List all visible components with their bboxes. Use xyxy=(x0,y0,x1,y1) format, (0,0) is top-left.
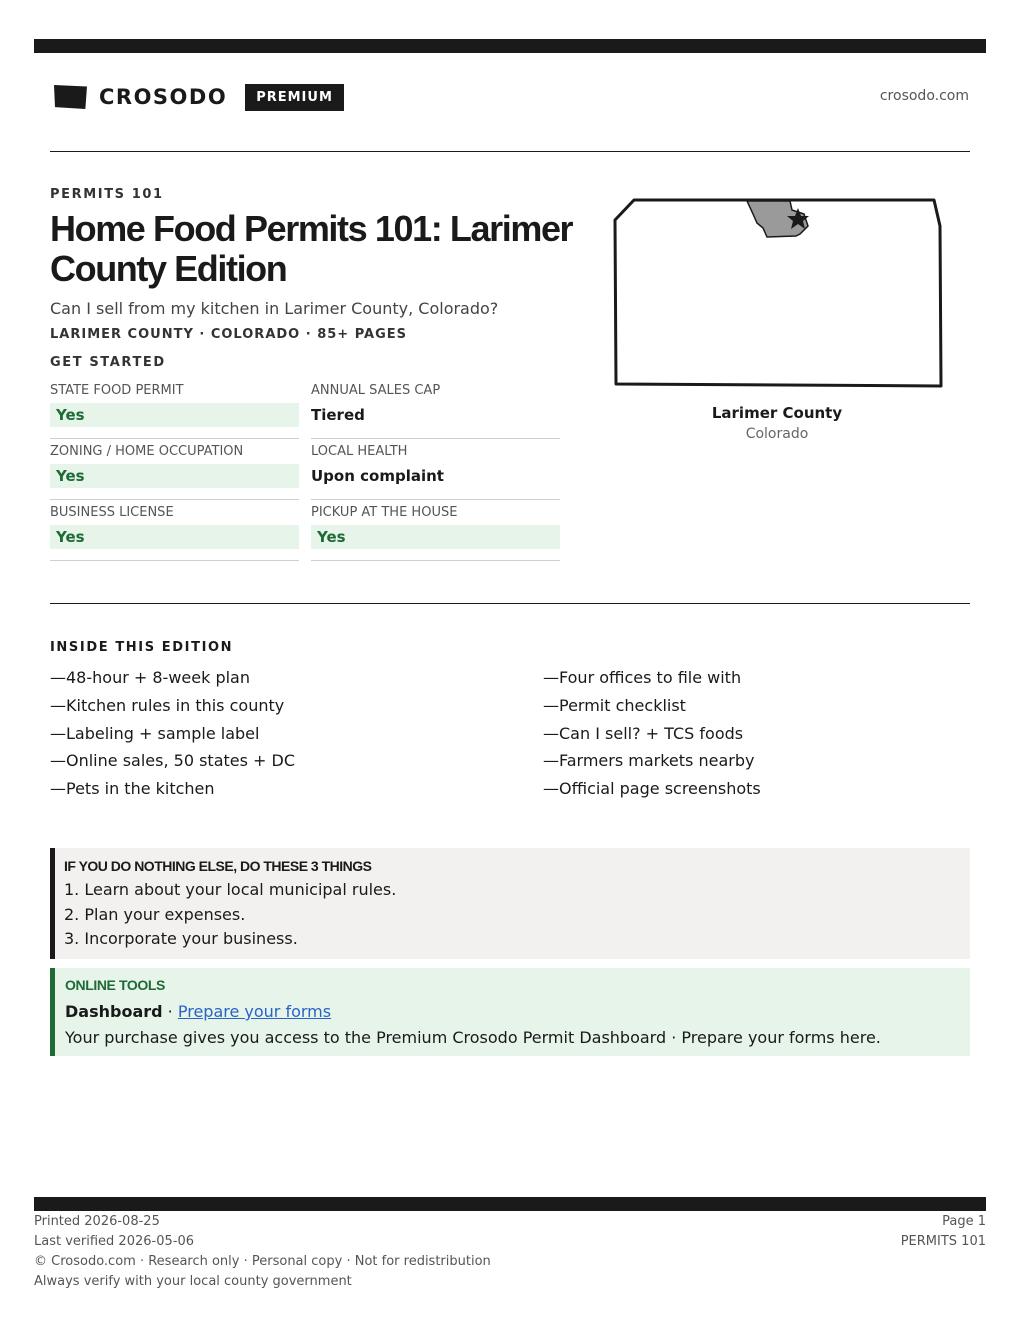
fact-pickup xyxy=(311,500,560,561)
verified-date: Last verified 2026-05-06 xyxy=(34,1234,194,1249)
do-these-3-things-callout xyxy=(50,848,970,959)
fact-value: Yes xyxy=(50,464,299,488)
list-item: —Four offices to file with xyxy=(543,668,742,687)
map-county-name: Larimer County xyxy=(711,404,843,422)
header-divider xyxy=(50,151,970,152)
fact-label: ZONING / HOME OCCUPATION xyxy=(50,444,244,459)
logo-icon xyxy=(54,85,87,109)
inside-list-left xyxy=(50,664,295,803)
list-item: —Can I sell? + TCS foods xyxy=(543,723,744,743)
get-started-heading: GET STARTED xyxy=(50,355,166,370)
list-item: —Kitchen rules in this county xyxy=(50,695,285,715)
top-bar xyxy=(34,39,986,53)
fact-business-license xyxy=(50,500,299,561)
tools-description: Your purchase gives you access to the Premium Crosodo Permit Dashboard · Prepare your forms here. xyxy=(65,1028,881,1047)
page-title: Home Food Permits 101: Larimer County Edition xyxy=(50,208,573,289)
fact-value: Tiered xyxy=(311,406,365,424)
edition-meta: LARIMER COUNTY · COLORADO · 85+ PAGES xyxy=(50,327,408,342)
online-tools-title: ONLINE TOOLS xyxy=(65,977,165,993)
inside-list-right xyxy=(543,664,761,803)
footer-left xyxy=(34,1212,491,1292)
list-item: —Official page screenshots xyxy=(543,779,761,798)
copyright: © Crosodo.com · Research only · Personal copy · Not for redistribution xyxy=(34,1254,491,1269)
footer-bar xyxy=(34,1197,986,1211)
list-item: —48-hour + 8-week plan xyxy=(50,668,250,687)
page-number: Page 1 xyxy=(942,1214,986,1229)
map-state-name: Colorado xyxy=(745,426,809,442)
fact-local-health xyxy=(311,439,560,500)
site-url[interactable]: crosodo.com xyxy=(879,88,969,104)
fact-zoning xyxy=(50,439,299,500)
list-item: —Online sales, 50 states + DC xyxy=(50,751,296,771)
footer-section: PERMITS 101 xyxy=(900,1234,986,1249)
footer-right xyxy=(901,1212,986,1252)
list-item: —Labeling + sample label xyxy=(50,723,260,743)
eyebrow: PERMITS 101 xyxy=(50,187,164,202)
callout-item: 3. Incorporate your business. xyxy=(64,929,298,948)
dashboard-label: Dashboard xyxy=(65,1002,163,1021)
inside-edition-heading: INSIDE THIS EDITION xyxy=(50,640,234,655)
disclaimer: Always verify with your local county government xyxy=(34,1274,352,1289)
callout-title: IF YOU DO NOTHING ELSE, DO THESE 3 THINGS xyxy=(64,858,372,874)
premium-badge: PREMIUM xyxy=(245,84,344,111)
fact-value: Yes xyxy=(50,403,299,427)
fact-label: BUSINESS LICENSE xyxy=(50,505,174,520)
callout-list xyxy=(64,878,970,952)
callout-item: 1. Learn about your local municipal rules. xyxy=(64,880,397,899)
state-map xyxy=(612,196,944,392)
section-divider xyxy=(50,603,970,604)
fact-annual-sales-cap xyxy=(311,378,560,439)
brand[interactable] xyxy=(54,82,344,112)
printed-date: Printed 2026-08-25 xyxy=(34,1214,160,1229)
facts-grid xyxy=(50,378,559,561)
subtitle: Can I sell from my kitchen in Larimer County, Colorado? xyxy=(50,299,499,318)
fact-value: Upon complaint xyxy=(311,467,444,485)
prepare-forms-link[interactable]: Prepare your forms xyxy=(177,1002,332,1021)
online-tools-box xyxy=(50,968,970,1056)
fact-value: Yes xyxy=(311,525,560,549)
fact-label: ANNUAL SALES CAP xyxy=(311,383,441,398)
tools-line xyxy=(65,1001,970,1023)
list-item: —Permit checklist xyxy=(543,695,686,715)
fact-label: LOCAL HEALTH xyxy=(311,444,408,459)
fact-label: PICKUP AT THE HOUSE xyxy=(311,505,458,520)
fact-label: STATE FOOD PERMIT xyxy=(50,383,184,398)
list-item: —Farmers markets nearby xyxy=(543,751,755,771)
brand-name: CROSODO xyxy=(99,85,228,109)
fact-state-food-permit xyxy=(50,378,299,439)
separator: · xyxy=(162,1002,178,1021)
callout-item: 2. Plan your expenses. xyxy=(64,904,246,924)
list-item: —Pets in the kitchen xyxy=(50,779,215,798)
fact-value: Yes xyxy=(50,525,299,549)
